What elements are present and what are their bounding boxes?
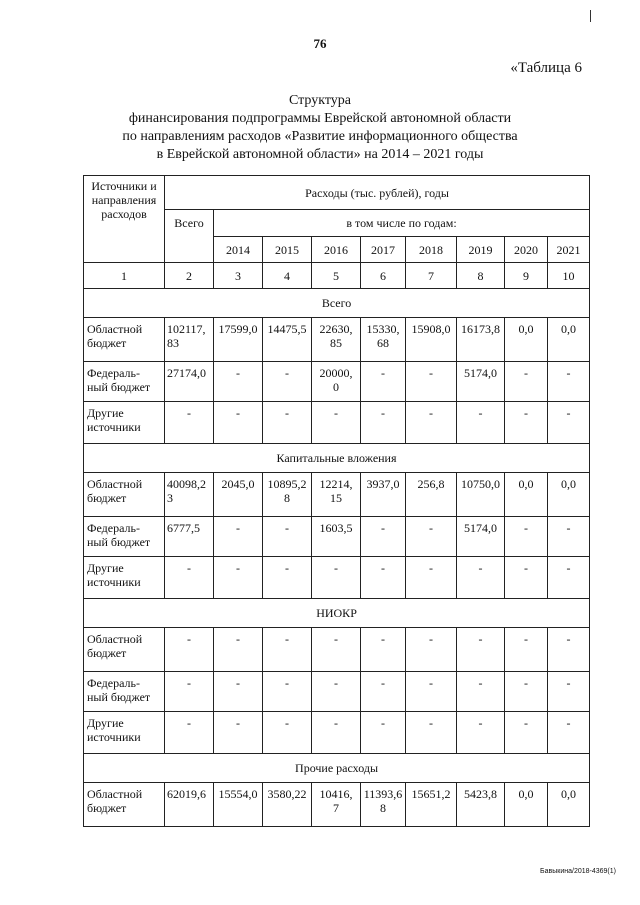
value-cell: -	[165, 672, 214, 712]
header-total: Всего	[165, 210, 214, 263]
value-cell: -	[165, 557, 214, 599]
value-cell: 62019,6	[165, 783, 214, 827]
value-cell: 2045,0	[214, 473, 263, 517]
table-row	[84, 672, 590, 712]
table-row	[84, 783, 590, 827]
value-cell: 0,0	[548, 783, 590, 827]
title-line: Структура	[288, 93, 352, 108]
value-cell: -	[214, 362, 263, 402]
section-row	[84, 444, 590, 473]
value-cell: -	[263, 362, 312, 402]
margin-mark	[590, 10, 591, 22]
value-cell: 20000, 0	[312, 362, 361, 402]
value-cell: 27174,0	[165, 362, 214, 402]
value-cell: 3580,22	[263, 783, 312, 827]
column-number-cell: 9	[505, 263, 548, 289]
value-cell: -	[406, 557, 457, 599]
value-cell: 5423,8	[457, 783, 505, 827]
value-cell: -	[214, 402, 263, 444]
title-line: по направлениям расходов «Развитие информационного общества	[122, 129, 518, 144]
value-cell: 5174,0	[457, 362, 505, 402]
table-row	[84, 712, 590, 754]
value-cell: 15554,0	[214, 783, 263, 827]
header-year-cell: 2014	[214, 237, 263, 263]
value-cell: 10895,2 8	[263, 473, 312, 517]
value-cell: 0,0	[505, 318, 548, 362]
source-cell: Федераль- ный бюджет	[84, 362, 165, 402]
financing-table	[83, 175, 590, 827]
table-row	[84, 628, 590, 672]
value-cell: -	[361, 628, 406, 672]
header-year-cell: 2018	[406, 237, 457, 263]
header-year-cell: 2019	[457, 237, 505, 263]
value-cell: -	[548, 628, 590, 672]
value-cell: -	[505, 517, 548, 557]
column-number-cell: 10	[548, 263, 590, 289]
value-cell: -	[214, 672, 263, 712]
column-number-cell: 4	[263, 263, 312, 289]
value-cell: -	[214, 517, 263, 557]
value-cell: -	[457, 628, 505, 672]
value-cell: -	[505, 362, 548, 402]
header-by-years: в том числе по годам:	[214, 210, 590, 237]
value-cell: -	[457, 402, 505, 444]
value-cell: -	[263, 712, 312, 754]
value-cell: 11393,6 8	[361, 783, 406, 827]
source-cell: Областной бюджет	[84, 783, 165, 827]
value-cell: 0,0	[505, 473, 548, 517]
footer-code: Бавыкина/2018-4369(1)	[540, 868, 616, 875]
value-cell: 16173,8	[457, 318, 505, 362]
section-title: Всего	[84, 289, 590, 318]
value-cell: -	[548, 402, 590, 444]
header-expenses: Расходы (тыс. рублей), годы	[165, 176, 590, 210]
section-title: Прочие расходы	[84, 754, 590, 783]
value-cell: -	[361, 362, 406, 402]
value-cell: -	[406, 362, 457, 402]
value-cell: -	[263, 402, 312, 444]
column-number-cell: 5	[312, 263, 361, 289]
value-cell: -	[505, 402, 548, 444]
header-year-cell: 2017	[361, 237, 406, 263]
value-cell: 22630, 85	[312, 318, 361, 362]
value-cell: 102117, 83	[165, 318, 214, 362]
column-number-cell: 3	[214, 263, 263, 289]
section-row	[84, 599, 590, 628]
table-label: «Таблица 6	[510, 60, 582, 76]
value-cell: 17599,0	[214, 318, 263, 362]
value-cell: 10416, 7	[312, 783, 361, 827]
value-cell: -	[263, 517, 312, 557]
header-sources: Источники и направления расходов	[84, 176, 165, 263]
value-cell: -	[361, 402, 406, 444]
value-cell: -	[214, 712, 263, 754]
column-number-cell: 1	[84, 263, 165, 289]
table-row	[84, 517, 590, 557]
value-cell: 0,0	[505, 783, 548, 827]
value-cell: -	[406, 672, 457, 712]
title-line: финансирования подпрограммы Еврейской автономной области	[128, 111, 512, 126]
value-cell: 40098,2 3	[165, 473, 214, 517]
value-cell: -	[406, 628, 457, 672]
value-cell: -	[406, 712, 457, 754]
source-cell: Другие источники	[84, 712, 165, 754]
source-cell: Областной бюджет	[84, 473, 165, 517]
value-cell: -	[263, 557, 312, 599]
value-cell: 6777,5	[165, 517, 214, 557]
table-row	[84, 318, 590, 362]
value-cell: -	[312, 672, 361, 712]
value-cell: -	[361, 557, 406, 599]
value-cell: -	[214, 557, 263, 599]
section-row	[84, 754, 590, 783]
value-cell: -	[457, 672, 505, 712]
value-cell: 15908,0	[406, 318, 457, 362]
source-cell: Федераль- ный бюджет	[84, 672, 165, 712]
document-title	[0, 92, 640, 164]
value-cell: -	[548, 517, 590, 557]
value-cell: -	[406, 517, 457, 557]
source-cell: Другие источники	[84, 402, 165, 444]
source-cell: Другие источники	[84, 557, 165, 599]
value-cell: -	[312, 402, 361, 444]
table-row	[84, 362, 590, 402]
value-cell: -	[457, 557, 505, 599]
value-cell: 15651,2	[406, 783, 457, 827]
column-number-cell: 8	[457, 263, 505, 289]
value-cell: -	[548, 557, 590, 599]
section-title: НИОКР	[84, 599, 590, 628]
value-cell: -	[548, 672, 590, 712]
value-cell: -	[505, 672, 548, 712]
value-cell: -	[505, 628, 548, 672]
column-number-cell: 2	[165, 263, 214, 289]
title-line: в Еврейской автономной области» на 2014 – 2021 годы	[156, 147, 484, 162]
source-cell: Федераль- ный бюджет	[84, 517, 165, 557]
value-cell: -	[548, 712, 590, 754]
value-cell: -	[361, 672, 406, 712]
value-cell: -	[361, 712, 406, 754]
value-cell: -	[457, 712, 505, 754]
column-number-cell: 6	[361, 263, 406, 289]
source-cell: Областной бюджет	[84, 318, 165, 362]
header-year-cell: 2020	[505, 237, 548, 263]
value-cell: 10750,0	[457, 473, 505, 517]
source-cell: Областной бюджет	[84, 628, 165, 672]
value-cell: -	[312, 628, 361, 672]
column-number-cell: 7	[406, 263, 457, 289]
value-cell: -	[312, 712, 361, 754]
value-cell: -	[406, 402, 457, 444]
value-cell: 3937,0	[361, 473, 406, 517]
value-cell: 0,0	[548, 473, 590, 517]
value-cell: -	[165, 712, 214, 754]
table-row	[84, 557, 590, 599]
value-cell: -	[214, 628, 263, 672]
table-row	[84, 473, 590, 517]
header-year-cell: 2016	[312, 237, 361, 263]
value-cell: -	[312, 557, 361, 599]
section-title: Капитальные вложения	[84, 444, 590, 473]
value-cell: -	[361, 517, 406, 557]
value-cell: -	[165, 628, 214, 672]
value-cell: 5174,0	[457, 517, 505, 557]
value-cell: 12214, 15	[312, 473, 361, 517]
value-cell: -	[165, 402, 214, 444]
value-cell: -	[548, 362, 590, 402]
value-cell: -	[263, 672, 312, 712]
header-year-cell: 2015	[263, 237, 312, 263]
value-cell: 256,8	[406, 473, 457, 517]
value-cell: -	[505, 557, 548, 599]
value-cell: -	[505, 712, 548, 754]
value-cell: 1603,5	[312, 517, 361, 557]
value-cell: 15330, 68	[361, 318, 406, 362]
value-cell: -	[263, 628, 312, 672]
value-cell: 0,0	[548, 318, 590, 362]
value-cell: 14475,5	[263, 318, 312, 362]
header-year-cell: 2021	[548, 237, 590, 263]
section-row	[84, 289, 590, 318]
table-row	[84, 402, 590, 444]
page-number: 76	[313, 36, 327, 51]
